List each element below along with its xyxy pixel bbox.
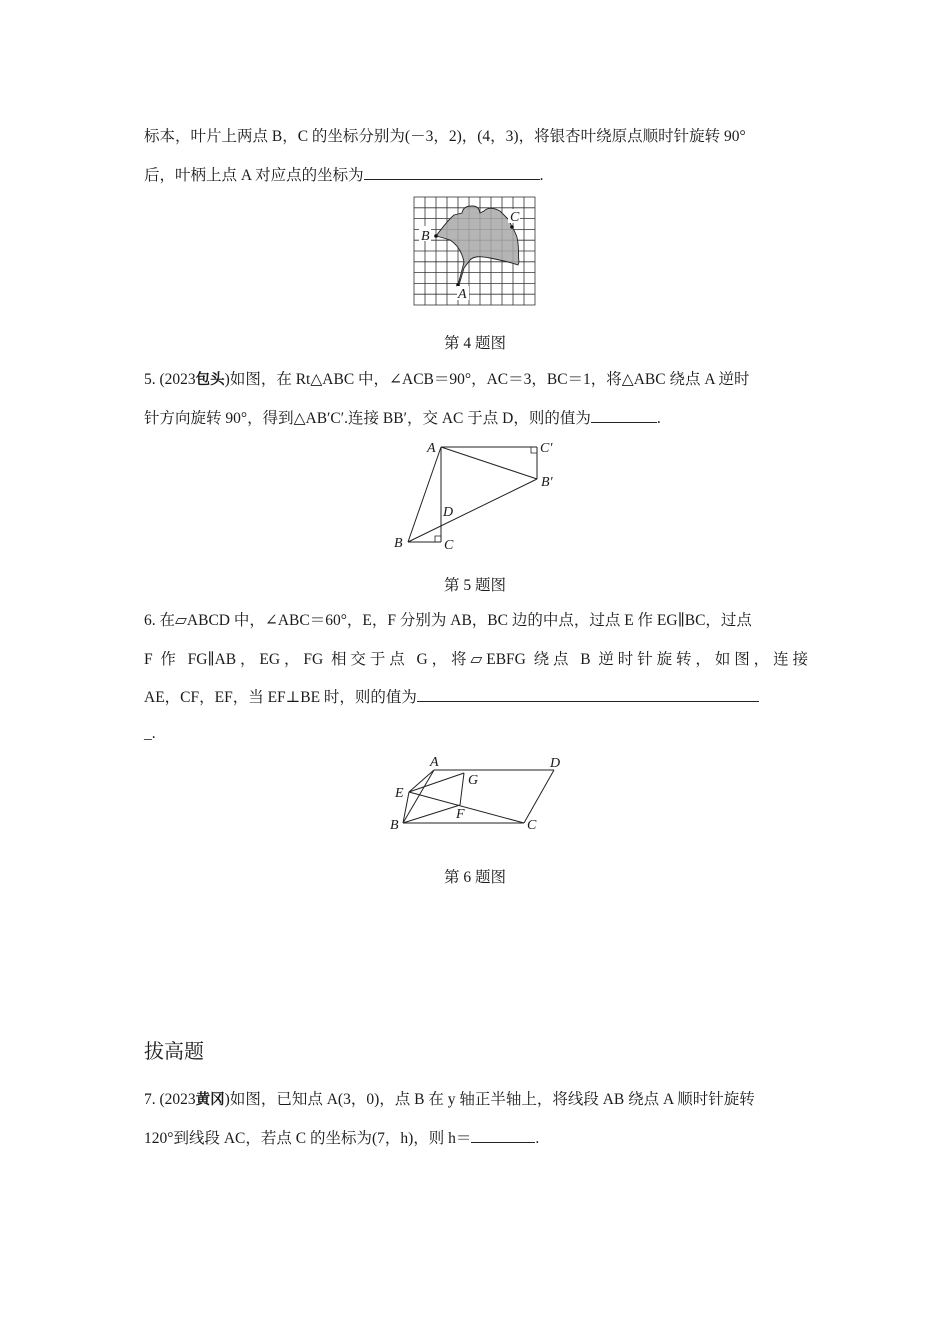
q6-text-line-3 bbox=[144, 687, 808, 708]
q7-text-line-1 bbox=[144, 1090, 808, 1110]
q7-number: 7. bbox=[144, 1091, 156, 1108]
label-B: B bbox=[394, 536, 403, 551]
q5-source-place: 包头 bbox=[195, 372, 225, 388]
section-title-advanced: 拔高题 bbox=[144, 1039, 204, 1063]
q5-period: . bbox=[656, 410, 661, 427]
q4-question-stem: 后，叶柄上点 A 对应点的坐标为 bbox=[144, 167, 364, 184]
q5-text-line-2 bbox=[144, 408, 808, 429]
q6-text-line-2: F 作 FG∥AB，EG，FG 相交于点 G，将▱EBFG 绕点 B 逆时针旋转，如图，连接 bbox=[144, 651, 808, 668]
q5-question-stem: 如图，在 Rt△ABC 中，∠ACB＝90°，AC＝3，BC＝1，将△ABC 绕点 A 逆时 bbox=[229, 371, 750, 388]
q5-number: 5. bbox=[144, 371, 156, 388]
q4-figure-caption: 第 4 题图 bbox=[443, 335, 506, 352]
label-G: G bbox=[468, 773, 479, 788]
label-D: D bbox=[550, 756, 561, 771]
q4-figure-ginkgo-grid bbox=[400, 190, 550, 315]
label-C: C bbox=[444, 538, 454, 553]
label-C-prime: C′ bbox=[540, 441, 553, 456]
q5-answer-blank[interactable] bbox=[591, 408, 657, 423]
label-B-prime: B′ bbox=[541, 475, 553, 490]
q7-text-line-2 bbox=[144, 1128, 808, 1149]
q5-source-close: ) bbox=[224, 371, 230, 388]
q6-figure-caption: 第 6 题图 bbox=[443, 869, 506, 886]
label-C: C bbox=[527, 818, 537, 833]
q7-answer-blank[interactable] bbox=[471, 1128, 535, 1143]
q7-source-place: 黄冈 bbox=[195, 1092, 225, 1108]
ginkgo-leaf-shape bbox=[436, 206, 519, 285]
q6-text-line-1: 6. 在▱ABCD 中，∠ABC＝60°，E，F 分别为 AB，BC 边的中点，过点 E 作 EG∥BC，过点 bbox=[144, 612, 752, 629]
q5-text-line-1 bbox=[144, 370, 808, 390]
q5-figure-rotated-triangles bbox=[385, 430, 570, 560]
label-A: A bbox=[430, 755, 439, 770]
label-B: B bbox=[421, 229, 430, 244]
label-F: F bbox=[456, 807, 465, 822]
label-E: E bbox=[395, 786, 404, 801]
q5-source-year: (2023 bbox=[159, 371, 196, 388]
q5-question-stem-2: 针方向旋转 90°，得到△AB′C′.连接 BB′，交 AC 于点 D，则的值为 bbox=[144, 410, 591, 427]
point-B bbox=[434, 234, 438, 238]
label-A: A bbox=[458, 287, 467, 302]
label-D: D bbox=[443, 505, 454, 520]
label-C: C bbox=[510, 210, 520, 225]
q6-figure-parallelograms bbox=[380, 750, 570, 840]
q4-period: . bbox=[539, 167, 544, 184]
q4-text-line-1: 标本，叶片上两点 B，C 的坐标分别为(－3，2)，(4，3)，将银杏叶绕原点顺时针旋转 90° bbox=[144, 128, 746, 145]
q7-source-year: (2023 bbox=[159, 1091, 196, 1108]
q4-answer-blank[interactable] bbox=[364, 165, 540, 180]
label-A: A bbox=[427, 441, 436, 456]
q6-question-stem: AE，CF，EF，当 EF⊥BE 时，则的值为 bbox=[144, 689, 417, 706]
q6-text-line-4: _. bbox=[144, 725, 156, 742]
q7-question-stem-2: 120°到线段 AC，若点 C 的坐标为(7，h)，则 h＝ bbox=[144, 1130, 472, 1147]
q6-answer-blank[interactable] bbox=[417, 687, 759, 702]
q5-figure-caption: 第 5 题图 bbox=[443, 577, 506, 594]
q7-source-close: ) bbox=[224, 1091, 230, 1108]
q7-question-stem: 如图，已知点 A(3，0)，点 B 在 y 轴正半轴上，将线段 AB 绕点 A 顺时针旋转 bbox=[229, 1091, 755, 1108]
q4-text-line-2 bbox=[144, 165, 808, 186]
q7-period: . bbox=[535, 1130, 540, 1147]
label-B: B bbox=[390, 818, 399, 833]
point-C bbox=[510, 225, 514, 229]
